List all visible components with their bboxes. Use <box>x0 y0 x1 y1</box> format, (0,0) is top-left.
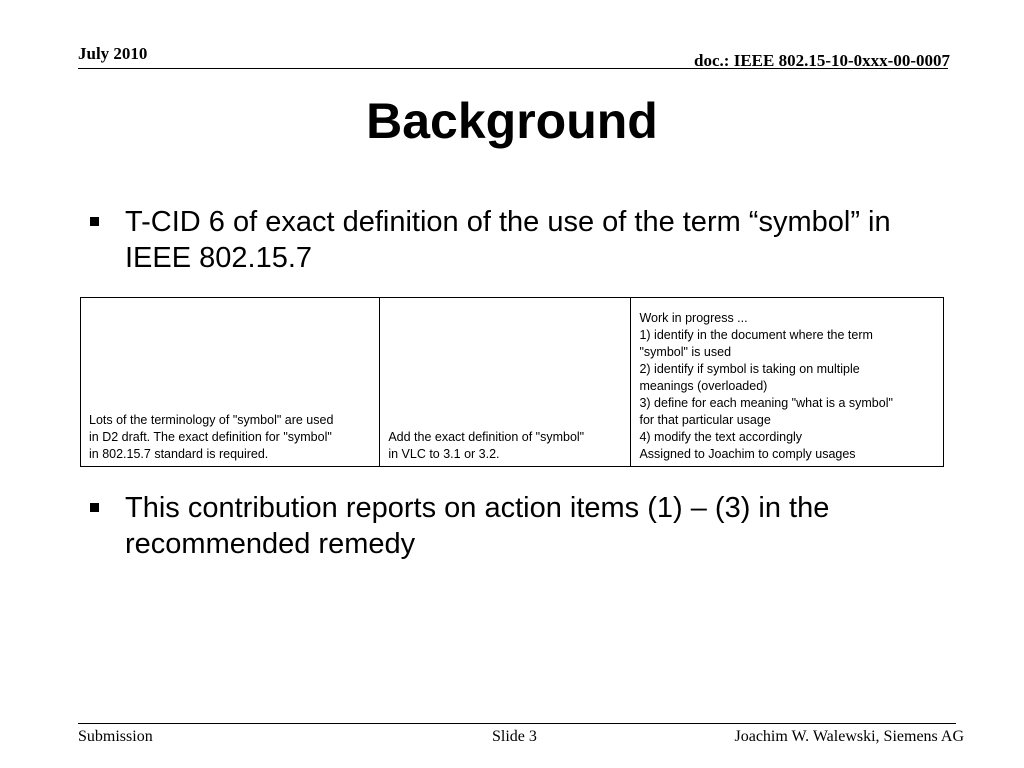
resolution-line: 2) identify if symbol is taking on multiple <box>639 362 860 376</box>
header-divider <box>78 68 948 69</box>
resolution-line: 3) define for each meaning "what is a symbol" <box>639 396 893 410</box>
comment-line: in 802.15.7 standard is required. <box>89 447 269 461</box>
resolution-line: meanings (overloaded) <box>639 379 768 393</box>
suggested-remedy-cell <box>380 298 631 467</box>
square-bullet-icon <box>90 503 99 512</box>
remedy-line: in VLC to 3.1 or 3.2. <box>388 447 500 461</box>
bullet-text-2: This contribution reports on action items (1) – (3) in the recommended remedy <box>125 492 830 560</box>
footer-divider <box>78 723 956 724</box>
footer-submission: Submission <box>78 728 153 745</box>
table-row <box>81 298 944 467</box>
resolution-line: "symbol" is used <box>639 345 732 359</box>
resolution-line: Work in progress ... <box>639 311 748 325</box>
resolution-line: 4) modify the text accordingly <box>639 430 803 444</box>
resolution-line: for that particular usage <box>639 413 771 427</box>
header-date: July 2010 <box>78 44 148 63</box>
comment-cell <box>81 298 380 467</box>
resolution-cell <box>631 298 944 467</box>
square-bullet-icon <box>90 217 99 226</box>
comment-table <box>80 297 944 467</box>
resolution-line: 1) identify in the document where the term <box>639 328 873 342</box>
bullet-item-1 <box>90 204 940 276</box>
comment-line: in D2 draft. The exact definition for "symbol" <box>89 430 332 444</box>
footer-slide-number: Slide 3 <box>492 728 537 745</box>
slide-title: Background <box>366 93 658 149</box>
remedy-line: Add the exact definition of "symbol" <box>388 430 585 444</box>
comment-line: Lots of the terminology of "symbol" are used <box>89 413 334 427</box>
bullet-text-1: T-CID 6 of exact definition of the use of the term “symbol” in IEEE 802.15.7 <box>125 206 891 274</box>
footer-author: Joachim W. Walewski, Siemens AG <box>734 728 964 745</box>
bullet-item-2 <box>90 490 940 562</box>
header-doc-id: doc.: IEEE 802.15-10-0xxx-00-0007 <box>694 51 950 70</box>
resolution-line: Assigned to Joachim to comply usages <box>639 447 856 461</box>
